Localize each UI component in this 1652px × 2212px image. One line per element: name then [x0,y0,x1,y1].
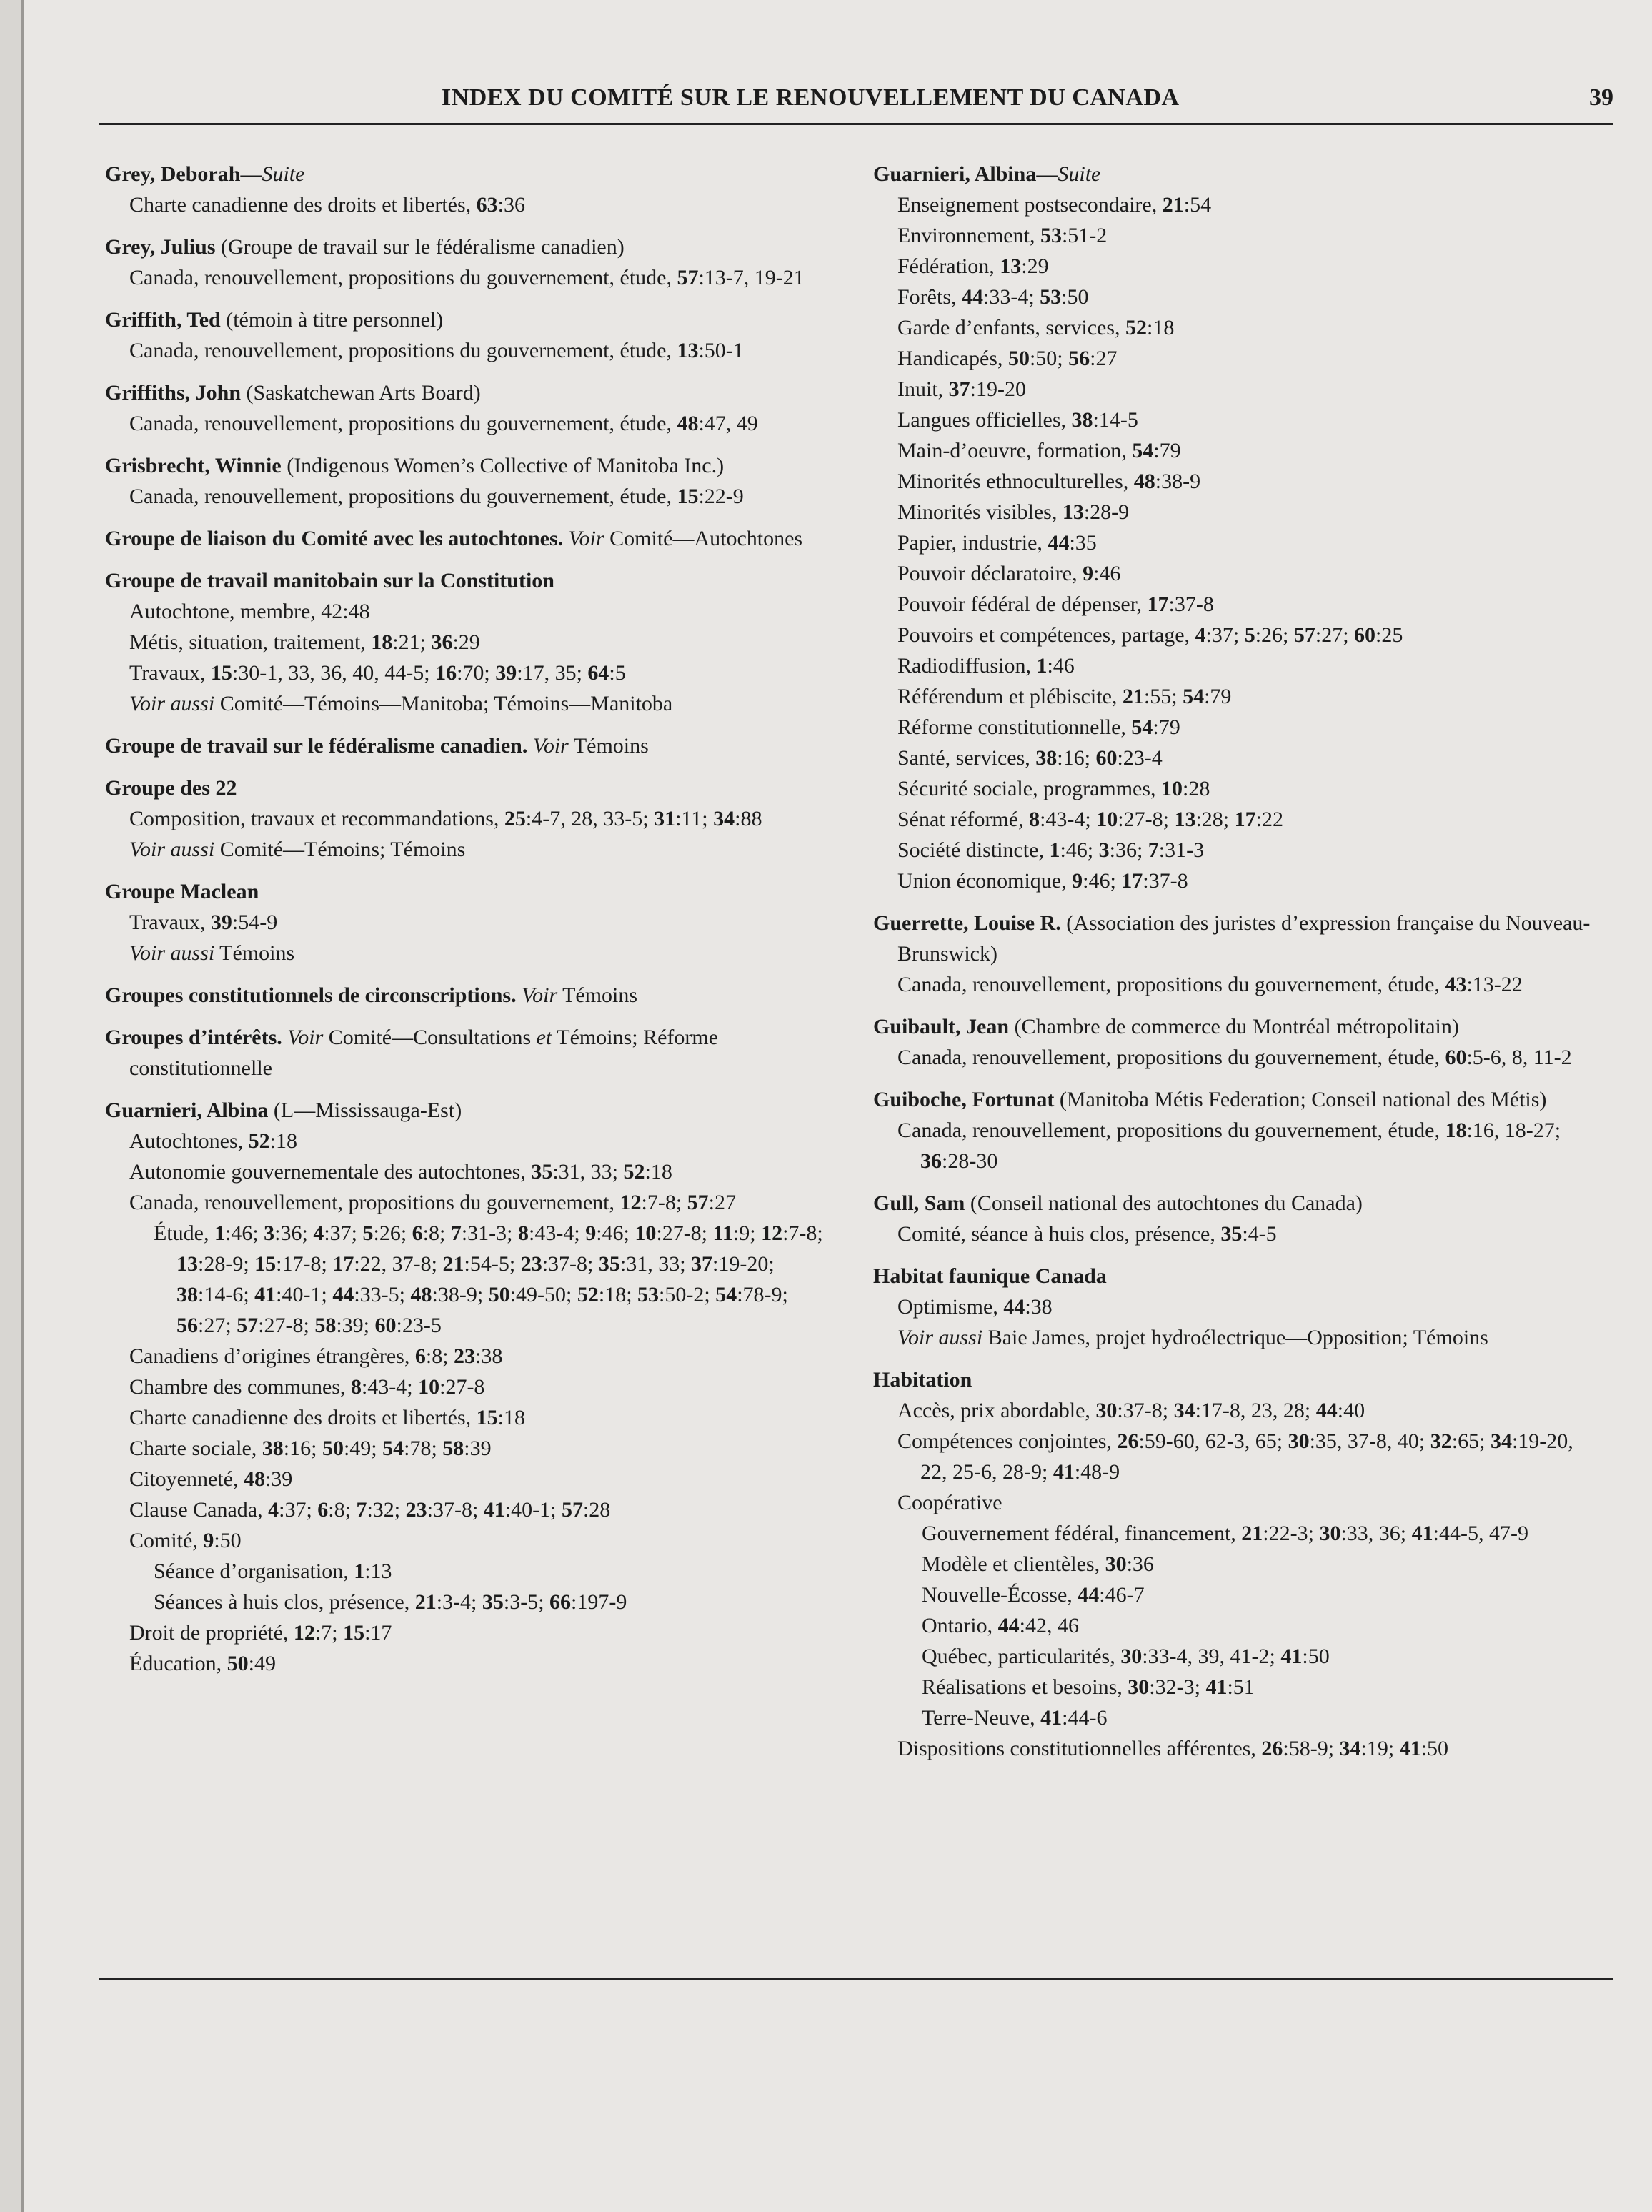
entry-name: Guarnieri, Albina [873,162,1037,186]
entry-name: Guarnieri, Albina [105,1098,269,1122]
index-entry [105,232,827,293]
entry-name: Habitat faunique Canada [873,1264,1107,1288]
subentry: Canada, renouvellement, propositions du gouvernement, étude, 18:16, 18-27; 36:28-30 [897,1119,1561,1173]
subentry: Comité, 9:50 [129,1529,242,1552]
subentry: Réforme constitutionnelle, 54:79 [897,715,1180,739]
subentry: Pouvoir fédéral de dépenser, 17:37-8 [897,592,1214,616]
header-title: INDEX DU COMITÉ SUR LE RENOUVELLEMENT DU CANADA [442,84,1180,111]
entry-qualifier: Voir Témoins [532,734,649,758]
subentry: Canada, renouvellement, propositions du gouvernement, étude, 15:22-9 [129,485,744,508]
entry-name: Groupe de travail sur le fédéralisme canadien. [105,734,528,758]
subentry: Référendum et plébiscite, 21:55; 54:79 [897,685,1232,708]
entry-heading [105,304,827,335]
entry-name: Groupe de travail manitobain sur la Constitution [105,569,554,592]
entry-qualifier: (L—Mississauga-Est) [268,1098,462,1122]
index-entry [105,876,827,968]
entry-name: Guerrette, Louise R. [873,911,1061,935]
entry-name: Grey, Deborah [105,162,241,186]
subentry: Charte canadienne des droits et libertés, 15:18 [129,1406,525,1429]
footer-rule [99,1978,1613,1980]
subentry: Accès, prix abordable, 30:37-8; 34:17-8, 23, 28; 44:40 [897,1399,1365,1422]
subentry: Union économique, 9:46; 17:37-8 [897,869,1188,893]
subentry: Clause Canada, 4:37; 6:8; 7:32; 23:37-8; 41:40-1; 57:28 [129,1498,611,1522]
entry-qualifier: (Manitoba Métis Federation; Conseil national des Métis) [1054,1088,1547,1111]
entry-name: Groupe de liaison du Comité avec les autochtones. [105,527,564,550]
sub-subentry: Terre-Neuve, 41:44-6 [922,1706,1108,1730]
entry-heading [105,377,827,408]
entry-heading [873,159,1595,189]
sub-subentry: Séances à huis clos, présence, 21:3-4; 35:3-5; 66:197-9 [154,1590,627,1614]
subentry: Canada, renouvellement, propositions du gouvernement, étude, 48:47, 49 [129,412,758,435]
entry-name: Guiboche, Fortunat [873,1088,1055,1111]
index-entry [105,377,827,439]
entry-heading [105,159,827,189]
index-entry [105,730,827,761]
subentry: Éducation, 50:49 [129,1652,276,1675]
entry-name: Groupes constitutionnels de circonscriptions. [105,983,517,1007]
subentry: Voir aussi Comité—Témoins—Manitoba; Témoins—Manitoba [129,692,673,715]
entry-heading [105,773,827,803]
subentry: Canada, renouvellement, propositions du gouvernement, étude, 60:5-6, 8, 11-2 [897,1046,1572,1069]
subentry: Canada, renouvellement, propositions du gouvernement, 12:7-8; 57:27 [129,1191,737,1214]
index-entry [873,1084,1595,1176]
subentry: Santé, services, 38:16; 60:23-4 [897,746,1163,770]
page-binding-edge [21,0,24,2212]
subentry: Métis, situation, traitement, 18:21; 36:29 [129,630,480,654]
subentry: Minorités visibles, 13:28-9 [897,500,1130,524]
entry-heading [873,1084,1595,1115]
subentry: Sénat réformé, 8:43-4; 10:27-8; 13:28; 17:22 [897,808,1283,831]
subentry: Société distincte, 1:46; 3:36; 7:31-3 [897,838,1205,862]
subentry: Enseignement postsecondaire, 21:54 [897,193,1212,217]
subentry: Main-d’oeuvre, formation, 54:79 [897,439,1181,462]
sub-subentry: Séance d’organisation, 1:13 [154,1559,392,1583]
entry-name: Groupe Maclean [105,880,259,903]
index-entry [105,565,827,719]
index-entry [105,450,827,512]
subentry: Papier, industrie, 44:35 [897,531,1097,555]
entry-heading [873,1188,1595,1219]
entry-heading [873,1011,1595,1042]
subentry: Travaux, 15:30-1, 33, 36, 40, 44-5; 16:70; 39:17, 35; 64:5 [129,661,626,685]
sub-subentry: Nouvelle-Écosse, 44:46-7 [922,1583,1145,1607]
entry-heading [105,876,827,907]
subentry: Langues officielles, 38:14-5 [897,408,1138,432]
subentry: Garde d’enfants, services, 52:18 [897,316,1175,339]
subentry: Environnement, 53:51-2 [897,224,1108,247]
subentry: Charte canadienne des droits et libertés, 63:36 [129,193,525,217]
subentry: Canada, renouvellement, propositions du gouvernement, étude, 13:50-1 [129,339,744,362]
entry-qualifier: (témoin à titre personnel) [220,308,444,332]
subentry: Voir aussi Témoins [129,941,295,965]
page-number: 39 [1589,84,1613,111]
entry-qualifier: (Saskatchewan Arts Board) [241,381,481,405]
sub-subentry: Réalisations et besoins, 30:32-3; 41:51 [922,1675,1255,1699]
subentry: Comité, séance à huis clos, présence, 35:4-5 [897,1222,1277,1246]
entry-qualifier: (Indigenous Women’s Collective of Manitoba Inc.) [281,454,725,477]
entry-name: Habitation [873,1368,972,1392]
entry-heading [105,232,827,262]
entry-heading [105,450,827,481]
index-entry [873,1261,1595,1353]
entry-qualifier: Voir Comité—Autochtones [568,527,803,550]
entry-qualifier: Voir Comité—Consultations et Témoins; Réforme constitutionnelle [129,1026,719,1080]
entry-name: Guibault, Jean [873,1015,1010,1038]
index-entry [105,773,827,865]
sub-subentry: Québec, particularités, 30:33-4, 39, 41-2; 41:50 [922,1645,1330,1668]
subentry: Minorités ethnoculturelles, 48:38-9 [897,470,1201,493]
entry-qualifier: (Groupe de travail sur le fédéralisme canadien) [215,235,625,259]
sub-subentry: Modèle et clientèles, 30:36 [922,1552,1154,1576]
subentry: Pouvoir déclaratoire, 9:46 [897,562,1121,585]
running-header [99,80,1613,123]
subentry: Pouvoirs et compétences, partage, 4:37; 5:26; 57:27; 60:25 [897,623,1403,647]
entry-heading [105,523,827,554]
index-entry [873,908,1595,1000]
subentry: Canada, renouvellement, propositions du gouvernement, étude, 43:13-22 [897,973,1523,996]
entry-heading [105,730,827,761]
subentry: Optimisme, 44:38 [897,1295,1053,1319]
subentry: Sécurité sociale, programmes, 10:28 [897,777,1210,800]
entry-qualifier: (Chambre de commerce du Montréal métropolitain) [1009,1015,1459,1038]
subentry: Charte sociale, 38:16; 50:49; 54:78; 58:39 [129,1437,492,1460]
subentry: Travaux, 39:54-9 [129,911,278,934]
entry-heading [105,980,827,1011]
header-rule [99,123,1613,125]
subentry: Coopérative [897,1491,1002,1514]
entry-qualifier: (Conseil national des autochtones du Canada) [965,1191,1363,1215]
subentry: Dispositions constitutionnelles afférentes, 26:58-9; 34:19; 41:50 [897,1737,1449,1760]
subentry: Compétences conjointes, 26:59-60, 62-3, 65; 30:35, 37-8, 40; 32:65; 34:19-20, 22, 25-6, 28-9; 41:48-9 [897,1429,1573,1484]
index-entry [873,159,1595,896]
index-entry [873,1364,1595,1764]
entry-qualifier: —Suite [1036,162,1101,186]
index-column-right [873,159,1595,1775]
entry-name: Grisbrecht, Winnie [105,454,282,477]
entry-heading [105,1022,827,1083]
entry-qualifier: —Suite [240,162,305,186]
index-entry [873,1188,1595,1249]
entry-heading [873,1364,1595,1395]
subentry: Voir aussi Comité—Témoins; Témoins [129,838,466,861]
sub-subentry: Ontario, 44:42, 46 [922,1614,1079,1637]
entry-name: Griffith, Ted [105,308,221,332]
entry-heading [105,1095,827,1126]
index-column-left [105,159,827,1690]
entry-heading [873,908,1595,969]
index-entry [105,980,827,1011]
index-entry [105,523,827,554]
subentry: Inuit, 37:19-20 [897,377,1026,401]
subentry: Citoyenneté, 48:39 [129,1467,293,1491]
index-entry [105,159,827,220]
subentry: Canadiens d’origines étrangères, 6:8; 23:38 [129,1344,503,1368]
entry-heading [105,565,827,596]
index-entry [105,1095,827,1679]
index-entry [873,1011,1595,1073]
subentry: Radiodiffusion, 1:46 [897,654,1075,678]
entry-name: Gull, Sam [873,1191,965,1215]
entry-name: Griffiths, John [105,381,242,405]
subentry: Autochtone, membre, 42:48 [129,600,370,623]
subentry: Droit de propriété, 12:7; 15:17 [129,1621,392,1645]
subentry: Chambre des communes, 8:43-4; 10:27-8 [129,1375,485,1399]
subentry: Fédération, 13:29 [897,254,1049,278]
subentry: Composition, travaux et recommandations, 25:4-7, 28, 33-5; 31:11; 34:88 [129,807,762,830]
sub-subentry: Étude, 1:46; 3:36; 4:37; 5:26; 6:8; 7:31-3; 8:43-4; 9:46; 10:27-8; 11:9; 12:7-8; 13:28-9; 15:17-8; 17:22, 37-8; 21:54-5; 23:37-8; 35:31, 33; 37:19-20; 38:14-6; 41:40-1; 44:33-5; 48:38-9; 50:49-50; 52:18; 53:50-2; 54:78-9; 56:27; 57:27-8; 58:39; 60:23-5 [154,1221,823,1337]
subentry: Canada, renouvellement, propositions du gouvernement, étude, 57:13-7, 19-21 [129,266,805,289]
entry-qualifier: (Association des juristes d’expression française du Nouveau-Brunswick) [897,911,1591,966]
entry-heading [873,1261,1595,1291]
subentry: Handicapés, 50:50; 56:27 [897,347,1118,370]
index-entry [105,1022,827,1083]
entry-name: Grey, Julius [105,235,216,259]
entry-name: Groupes d’intérêts. [105,1026,282,1049]
subentry: Autonomie gouvernementale des autochtones, 35:31, 33; 52:18 [129,1160,672,1184]
index-entry [105,304,827,366]
subentry: Autochtones, 52:18 [129,1129,297,1153]
entry-name: Groupe des 22 [105,776,237,800]
page-shadow [0,0,21,2212]
subentry: Voir aussi Baie James, projet hydroélectrique—Opposition; Témoins [897,1326,1488,1349]
subentry: Forêts, 44:33-4; 53:50 [897,285,1089,309]
entry-qualifier: Voir Témoins [522,983,638,1007]
sub-subentry: Gouvernement fédéral, financement, 21:22-3; 30:33, 36; 41:44-5, 47-9 [922,1522,1528,1545]
